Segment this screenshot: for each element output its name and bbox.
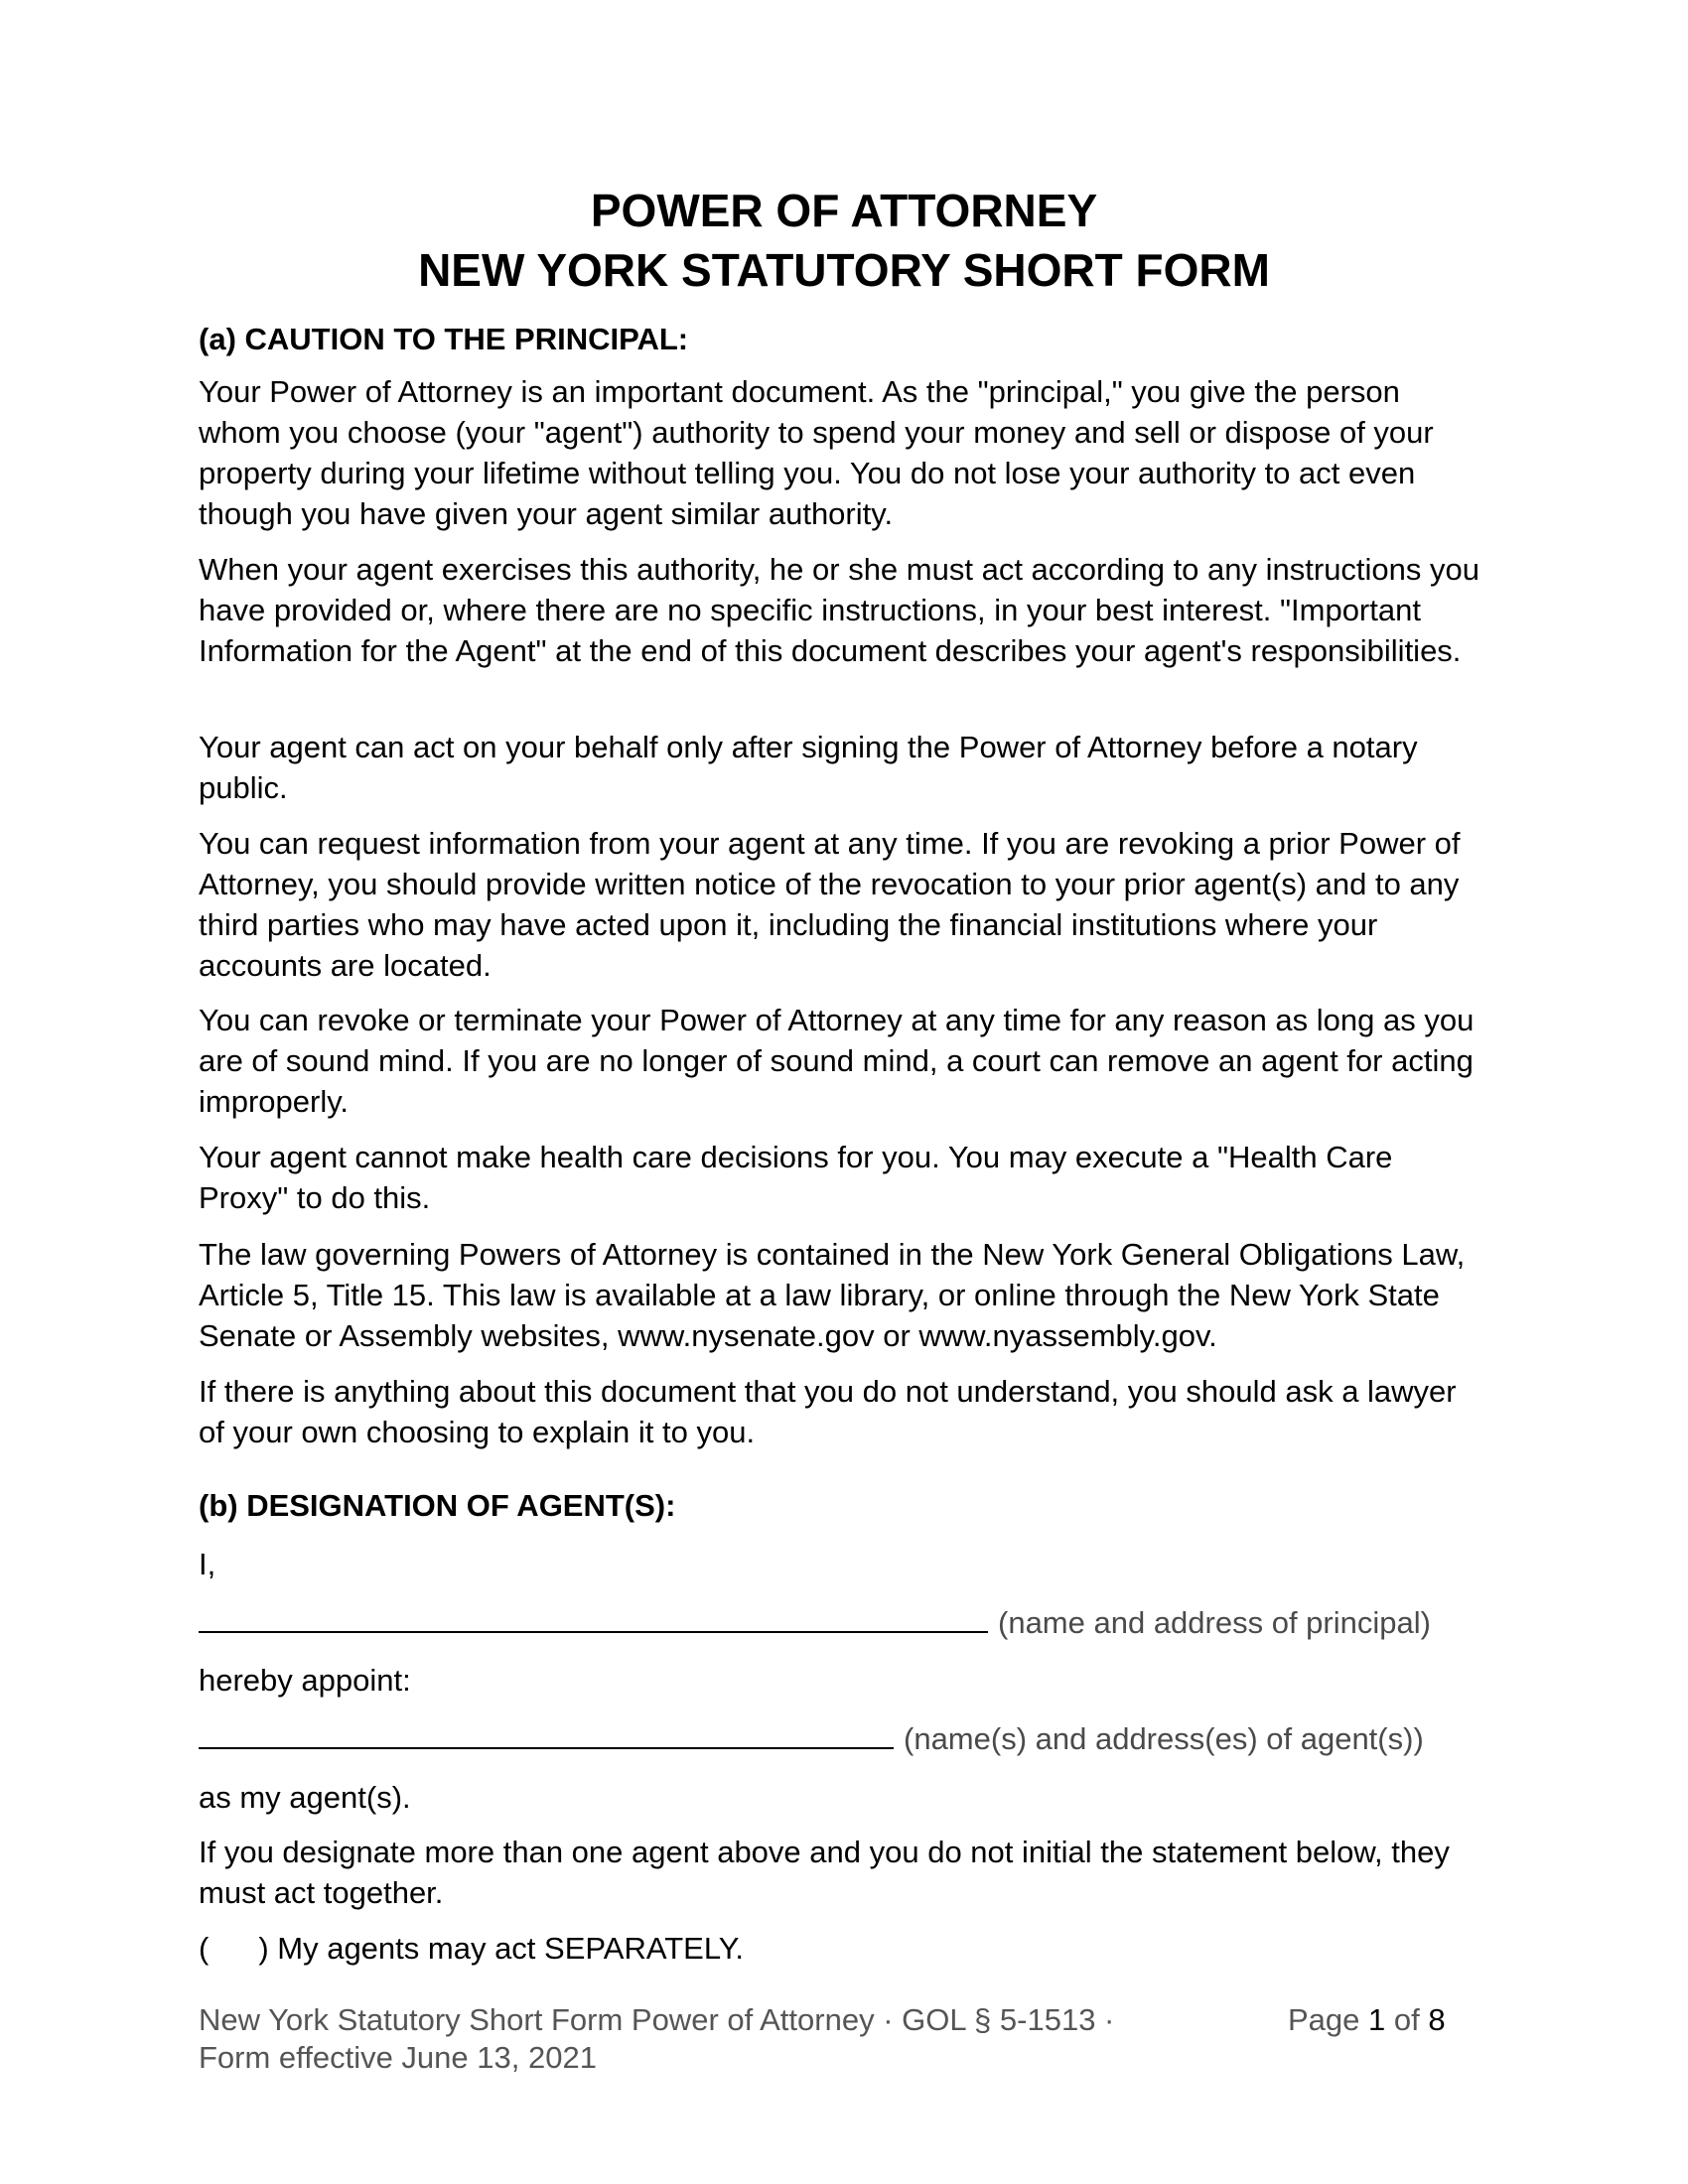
designation-intro: I, xyxy=(199,1547,216,1581)
principal-name-address-field[interactable] xyxy=(199,1601,988,1633)
document-title-line2: NEW YORK STATUTORY SHORT FORM xyxy=(418,244,1270,296)
agent-field-hint: (name(s) and address(es) of agent(s)) xyxy=(904,1721,1424,1756)
separately-open-paren: ( xyxy=(199,1931,210,1966)
caution-paragraph-1: Your Power of Attorney is an important document. As the "principal," you give the person whom you choose (your "agent") authority to spend your money and sell or dispose of your property during your lifetime without telling you. You do not lose your authority to act even though you have given your agent similar authority. xyxy=(199,374,1434,531)
document-title-line1: POWER OF ATTORNEY xyxy=(590,185,1098,236)
agent-name-address-field[interactable] xyxy=(199,1717,894,1749)
principal-field-hint: (name and address of principal) xyxy=(998,1605,1431,1640)
caution-paragraph-2: When your agent exercises this authority, he or she must act according to any instructions you have provided or, where there are no specific instructions, in your best interest. "Important Information for the Agent" at the end of this document describes your agent's responsibilities. xyxy=(199,552,1480,668)
footer-page-number xyxy=(1288,2001,1446,2039)
caution-paragraph-5: You can revoke or terminate your Power of Attorney at any time for any reason as long as you are of sound mind. If you are no longer of sound mind, a court can remove an agent for acting improperly. xyxy=(199,1003,1475,1119)
caution-paragraph-4: You can request information from your agent at any time. If you are revoking a prior Power of Attorney, you should provide written notice of the revocation to your prior agent(s) and to any third parties who may have acted upon it, including the financial institutions where your accounts are located. xyxy=(199,826,1461,983)
page-current: 1 xyxy=(1368,2002,1386,2037)
appoint-text: hereby appoint: xyxy=(199,1663,411,1698)
page-total: 8 xyxy=(1428,2002,1446,2037)
section-b-heading: (b) DESIGNATION OF AGENT(S): xyxy=(199,1488,676,1523)
page-of: of xyxy=(1393,2002,1420,2037)
separately-initial-row xyxy=(199,1928,1489,1969)
footer-form-info xyxy=(199,2001,1211,2077)
page-label: Page xyxy=(1288,2002,1360,2037)
footer-form-title: New York Statutory Short Form Power of Attorney · GOL § 5-1513 · xyxy=(199,2002,1115,2037)
multiple-agents-note: If you designate more than one agent above and you do not initial the statement below, they must act together. xyxy=(199,1835,1450,1910)
caution-paragraph-8: If there is anything about this document that you do not understand, you should ask a lawyer of your own choosing to explain it to you. xyxy=(199,1374,1457,1449)
footer-effective-date: Form effective June 13, 2021 xyxy=(199,2040,597,2075)
section-a-heading: (a) CAUTION TO THE PRINCIPAL: xyxy=(199,322,689,356)
caution-paragraph-6: Your agent cannot make health care decisions for you. You may execute a "Health Care Proxy" to do this. xyxy=(199,1140,1393,1215)
separately-statement: ) My agents may act SEPARATELY. xyxy=(258,1931,745,1966)
caution-paragraph-3: Your agent can act on your behalf only after signing the Power of Attorney before a notary public. xyxy=(199,730,1418,805)
agent-row xyxy=(199,1717,1489,1759)
as-agents-text: as my agent(s). xyxy=(199,1780,411,1815)
principal-row xyxy=(199,1601,1489,1643)
caution-paragraph-7: The law governing Powers of Attorney is contained in the New York General Obligations Law, Article 5, Title 15. This law is available at a law library, or online through the New York State Senate or Assembly websites, www.nysenate.gov or www.nyassembly.gov. xyxy=(199,1237,1466,1353)
